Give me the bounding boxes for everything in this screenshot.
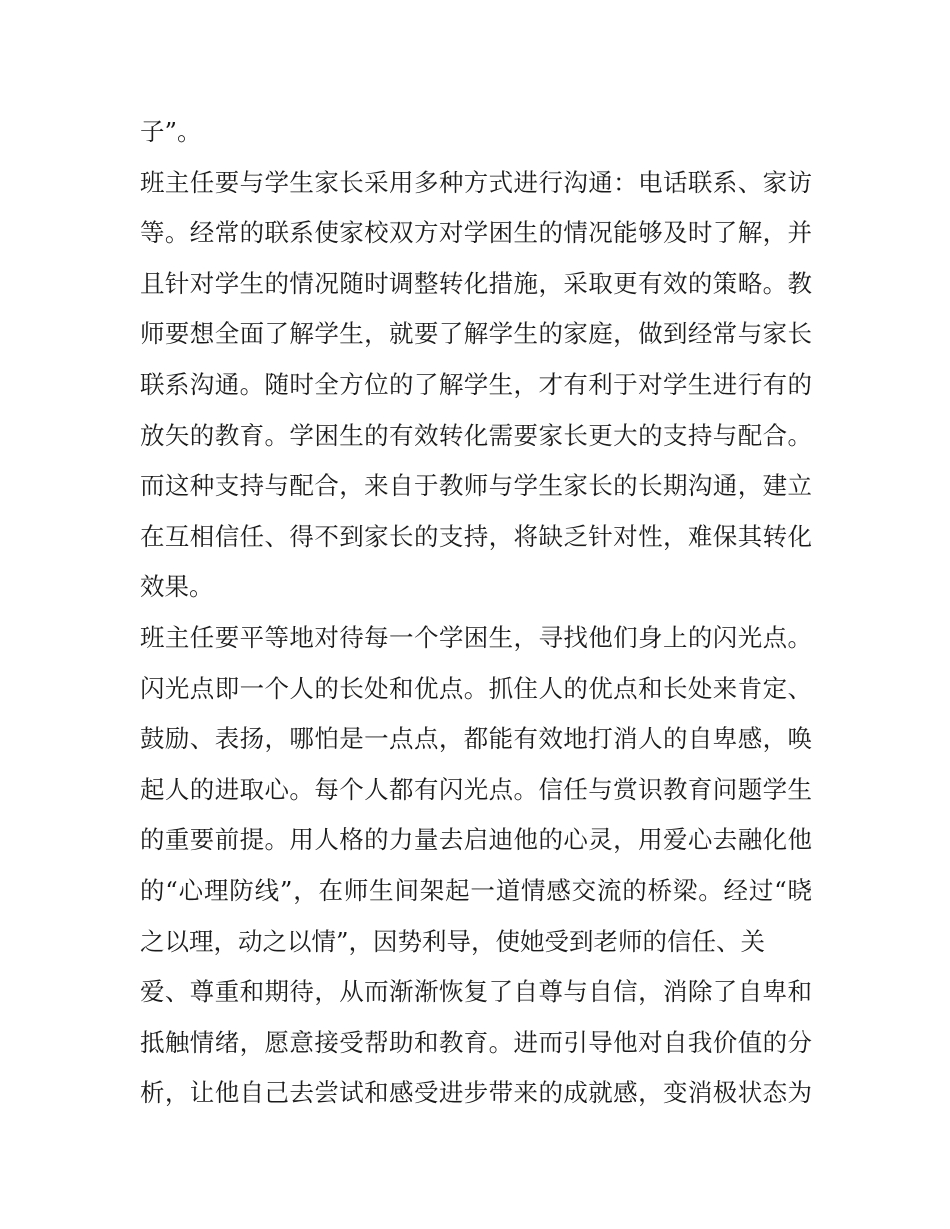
text-line: 师要想全面了解学生，就要了解学生的家庭，做到经常与家长 xyxy=(140,319,812,349)
text-line: 且针对学生的情况随时调整转化措施，采取更有效的策略。教 xyxy=(140,268,812,298)
text-line: 在互相信任、得不到家长的支持，将缺乏针对性，难保其转化 xyxy=(140,521,812,551)
text-line: 班主任要平等地对待每一个学困生，寻找他们身上的闪光点。 xyxy=(140,622,812,652)
document-body xyxy=(140,107,812,1119)
text-line: 的“心理防线”，在师生间架起一道情感交流的桥梁。经过“晓 xyxy=(140,875,812,905)
text-line: 效果。 xyxy=(140,572,214,602)
text-line: 联系沟通。随时全方位的了解学生，才有利于对学生进行有的 xyxy=(140,369,812,399)
text-line: 班主任要与学生家长采用多种方式进行沟通：电话联系、家访 xyxy=(140,167,812,197)
text-line: 抵触情绪，愿意接受帮助和教育。进而引导他对自我价值的分 xyxy=(140,1027,812,1057)
text-line: 的重要前提。用人格的力量去启迪他的心灵，用爱心去融化他 xyxy=(140,825,812,855)
text-line: 闪光点即一个人的长处和优点。抓住人的优点和长处来肯定、 xyxy=(140,673,812,703)
text-line: 鼓励、表扬，哪怕是一点点，都能有效地打消人的自卑感，唤 xyxy=(140,724,812,754)
text-line: 起人的进取心。每个人都有闪光点。信任与赏识教育问题学生 xyxy=(140,774,812,804)
text-line: 析，让他自己去尝试和感受进步带来的成就感，变消极状态为 xyxy=(140,1078,812,1108)
text-line: 等。经常的联系使家校双方对学困生的情况能够及时了解，并 xyxy=(140,218,812,248)
text-line: 子”。 xyxy=(140,117,202,146)
text-line: 而这种支持与配合，来自于教师与学生家长的长期沟通，建立 xyxy=(140,471,812,501)
text-line: 之以理，动之以情”，因势利导，使她受到老师的信任、关 xyxy=(140,926,766,956)
text-line: 放矢的教育。学困生的有效转化需要家长更大的支持与配合。 xyxy=(140,420,812,450)
text-line: 爱、尊重和期待，从而渐渐恢复了自尊与自信，消除了自卑和 xyxy=(140,977,812,1007)
